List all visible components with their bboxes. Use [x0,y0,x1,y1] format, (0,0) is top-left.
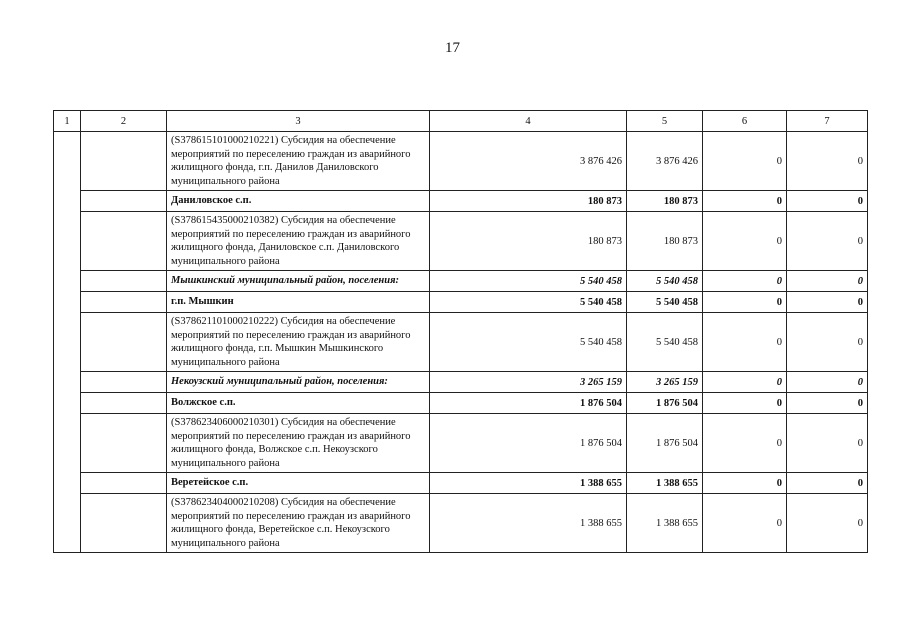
table-row-sub [54,212,868,271]
value-col5-cell: 3 265 159 [627,372,703,393]
value-col7-cell: 0 [787,313,868,372]
table-row-group [54,393,868,414]
table-row-group [54,191,868,212]
column-header: 7 [787,111,868,132]
name-cell: (S378621101000210222) Субсидия на обеспечение мероприятий по переселению граждан из аварийного жилищного фонда, г.п. Мышкин Мышкинского муниципального района [167,313,430,372]
value-col5-cell: 3 876 426 [627,132,703,191]
value-col5-cell: 1 876 504 [627,414,703,473]
value-col7-cell: 0 [787,132,868,191]
value-col5-cell: 180 873 [627,191,703,212]
table-row-district [54,372,868,393]
value-col6-cell: 0 [703,372,787,393]
value-col6-cell: 0 [703,212,787,271]
column-header: 6 [703,111,787,132]
code-cell [81,271,167,292]
table-row-sub [54,414,868,473]
table-row-district [54,271,868,292]
value-col6-cell: 0 [703,393,787,414]
column-number-row [54,111,868,132]
column-header: 2 [81,111,167,132]
name-cell: (S378623406000210301) Субсидия на обеспечение мероприятий по переселению граждан из аварийного жилищного фонда, Волжское с.п. Некоузского муниципального района [167,414,430,473]
code-cell [81,212,167,271]
name-cell: (S378615101000210221) Субсидия на обеспечение мероприятий по переселению граждан из аварийного жилищного фонда, г.п. Данилов Даниловского муниципального района [167,132,430,191]
value-col5-cell: 1 388 655 [627,494,703,553]
value-col6-cell: 0 [703,494,787,553]
value-col5-cell: 5 540 458 [627,313,703,372]
name-cell: Некоузский муниципальный район, поселения: [167,372,430,393]
name-cell: Веретейское с.п. [167,473,430,494]
name-cell: г.п. Мышкин [167,292,430,313]
value-col6-cell: 0 [703,132,787,191]
value-col4-cell: 5 540 458 [430,292,627,313]
value-col6-cell: 0 [703,292,787,313]
value-col6-cell: 0 [703,271,787,292]
page-number: 17 [445,40,460,56]
table-row-sub [54,313,868,372]
value-col4-cell: 1 388 655 [430,494,627,553]
value-col4-cell: 1 388 655 [430,473,627,494]
value-col5-cell: 1 388 655 [627,473,703,494]
column-header: 4 [430,111,627,132]
table-row-sub [54,494,868,553]
code-cell [81,414,167,473]
value-col7-cell: 0 [787,393,868,414]
code-cell [81,191,167,212]
value-col5-cell: 5 540 458 [627,292,703,313]
value-col7-cell: 0 [787,191,868,212]
value-col4-cell: 3 265 159 [430,372,627,393]
value-col7-cell: 0 [787,212,868,271]
blank-cell [54,132,81,553]
value-col5-cell: 5 540 458 [627,271,703,292]
value-col7-cell: 0 [787,494,868,553]
code-cell [81,292,167,313]
value-col4-cell: 3 876 426 [430,132,627,191]
value-col7-cell: 0 [787,292,868,313]
code-cell [81,132,167,191]
value-col7-cell: 0 [787,271,868,292]
budget-table [53,110,868,553]
value-col4-cell: 180 873 [430,191,627,212]
name-cell: (S378623404000210208) Субсидия на обеспечение мероприятий по переселению граждан из аварийного жилищного фонда, Веретейское с.п. Некоузского муниципального района [167,494,430,553]
value-col6-cell: 0 [703,473,787,494]
value-col5-cell: 1 876 504 [627,393,703,414]
value-col5-cell: 180 873 [627,212,703,271]
value-col4-cell: 5 540 458 [430,271,627,292]
value-col7-cell: 0 [787,473,868,494]
value-col4-cell: 1 876 504 [430,393,627,414]
value-col4-cell: 180 873 [430,212,627,271]
value-col4-cell: 5 540 458 [430,313,627,372]
code-cell [81,473,167,494]
column-header: 3 [167,111,430,132]
table-row-group [54,292,868,313]
name-cell: Волжское с.п. [167,393,430,414]
name-cell: Даниловское с.п. [167,191,430,212]
value-col7-cell: 0 [787,372,868,393]
code-cell [81,313,167,372]
name-cell: (S378615435000210382) Субсидия на обеспечение мероприятий по переселению граждан из аварийного жилищного фонда, Даниловское с.п. Даниловского муниципального района [167,212,430,271]
code-cell [81,393,167,414]
name-cell: Мышкинский муниципальный район, поселения: [167,271,430,292]
value-col6-cell: 0 [703,414,787,473]
table-body [54,132,868,553]
value-col7-cell: 0 [787,414,868,473]
table-row-group [54,473,868,494]
table-row-sub [54,132,868,191]
value-col6-cell: 0 [703,313,787,372]
value-col4-cell: 1 876 504 [430,414,627,473]
code-cell [81,494,167,553]
column-header: 1 [54,111,81,132]
value-col6-cell: 0 [703,191,787,212]
column-header: 5 [627,111,703,132]
code-cell [81,372,167,393]
